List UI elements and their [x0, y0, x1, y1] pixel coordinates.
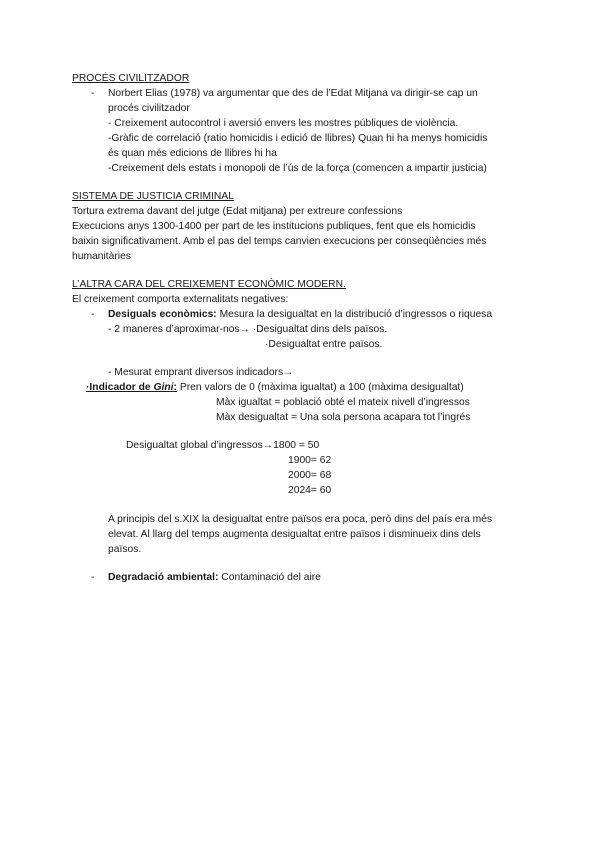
bullet-dash: - [91, 88, 95, 99]
text-line: ·Desigualtat entre països. [265, 339, 383, 350]
bullet-dash: - [91, 572, 95, 583]
section-title-proces-civilitzador: PROCÉS CIVILITZADOR [72, 73, 190, 84]
text-line: països. [108, 544, 142, 555]
text-line: Norbert Elias (1978) va argumentar que des de l’Edat Mitjana va dirigir-se cap un [108, 88, 478, 99]
value-1800: 1800 = 50 [273, 440, 320, 451]
text-line: -Creixement dels estats i monopoli de l’ús de la força (comencen a impartir justicia) [108, 163, 487, 174]
global-inequality-label [126, 438, 319, 453]
text-line: Contaminació del aire [218, 572, 321, 583]
text-line: baixin significativament. Amb el pas del temps canvien execucions per conseqüències més [72, 236, 487, 247]
bold-term: : [173, 382, 177, 393]
text-line: Màx igualtat = població obté el mateix nivell d’ingressos [216, 397, 470, 408]
section-title-altra-cara: L’ALTRA CARA DEL CREIXEMENT ECONÒMIC MODERN. [72, 279, 346, 290]
bullet-degradacio-ambiental [108, 570, 321, 585]
text-line: elevat. Al llarg del temps augmenta desigualtat entre països i disminueix dins dels [108, 529, 481, 540]
text-line: Execucions anys 1300-1400 per part de les institucions publiques, fent que els homicidis [72, 221, 476, 232]
text-line: Màx desigualtat = Una sola persona acapara tot l’ingrés [216, 412, 471, 423]
text-line: - Creixement autocontrol i aversió envers les mostres públiques de violència. [108, 118, 459, 129]
bold-italic-term: Gini [153, 382, 174, 393]
text-line: -Gràfic de correlació (ratio homicidis i edició de llibres) Quan hi ha menys homicidis [108, 133, 488, 144]
bullet-dash: - [91, 309, 95, 320]
bullet-desiguals-economics [108, 307, 492, 322]
text-line: procés civilitzador [108, 103, 190, 114]
text-line: Mesura la desigualtat en la distribució d’ingressos o riquesa [216, 309, 493, 320]
text-line: és quan més edicions de llibres hi ha [108, 148, 277, 159]
text-line: - 2 maneres d’aproximar-nos→ ·Desigualtat dins dels països. [108, 324, 388, 335]
gini-indicator-line [86, 380, 464, 395]
text-line: Desigualtat global d’ingressos→ [126, 440, 274, 451]
bold-term: ·Indicador de [86, 382, 154, 393]
value-1900: 1900= 62 [288, 455, 332, 466]
text-line: El creixement comporta externalitats negatives: [72, 294, 289, 305]
section-title-sistema-justicia: SISTEMA DE JUSTICIA CRIMINAL [72, 191, 234, 202]
text-line: - Mesurat emprant diversos indicadors→ [108, 367, 294, 378]
text-line: humanitàries [72, 251, 131, 262]
value-2024: 2024= 60 [288, 485, 332, 496]
text-line: Pren valors de 0 (màxima igualtat) a 100 (màxima desigualtat) [176, 382, 464, 393]
bold-term: Degradació ambiental: [108, 572, 219, 583]
text-line: Tortura extrema davant del jutge (Edat mitjana) per extreure confessions [72, 206, 403, 217]
bold-term: Desiguals econòmics: [108, 309, 217, 320]
value-2000: 2000= 68 [288, 470, 332, 481]
text-line: A principis del s.XIX la desigualtat entre països era poca, però dins del país era més [108, 514, 493, 525]
